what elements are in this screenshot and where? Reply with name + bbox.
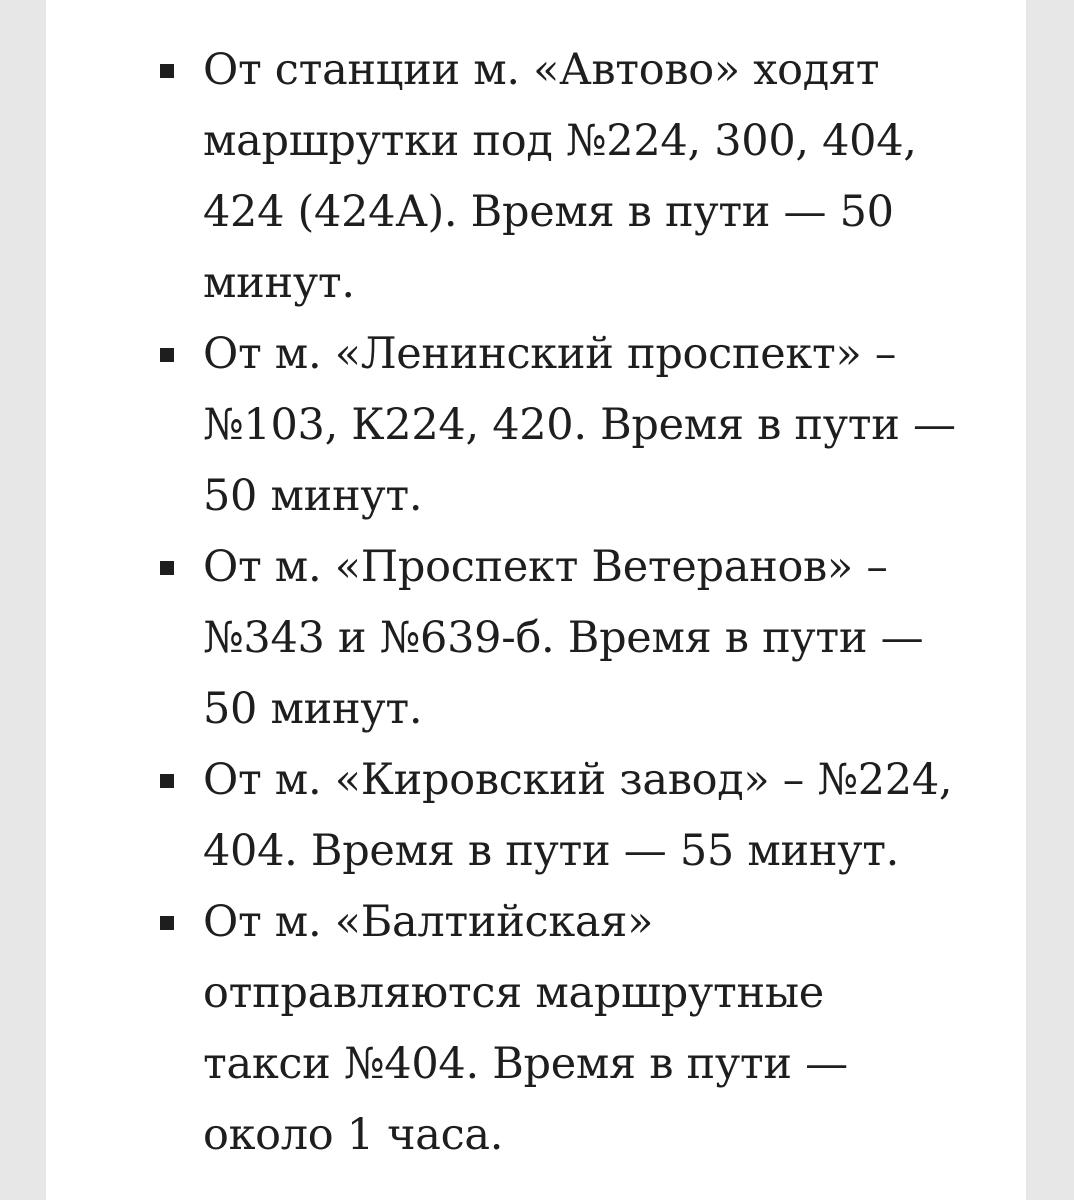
square-bullet-icon [160,561,174,575]
square-bullet-icon [160,916,174,930]
route-item-leninsky [46,319,1026,532]
route-item-veteranov [46,532,1026,745]
square-bullet-icon [160,348,174,362]
square-bullet-icon [160,774,174,788]
route-item-avtovo [46,35,1026,319]
route-text: От м. «Проспект Ветеранов» – №343 и №639-б. Время в пути — 50 минут. [203,542,924,734]
route-item-kirovsky [46,745,1026,887]
route-text: От станции м. «Автово» ходят маршрутки под №224, 300, 404, 424 (424А). Время в пути — 50 минут. [203,45,917,308]
route-list [46,35,1026,1171]
route-item-baltiyskaya [46,887,1026,1171]
article-page [46,0,1026,1200]
right-margin [1026,0,1074,1200]
route-text: От м. «Кировский завод» – №224, 404. Время в пути — 55 минут. [203,755,953,876]
left-margin [0,0,46,1200]
square-bullet-icon [160,64,174,78]
route-text: От м. «Балтийская» отправляются маршрутные такси №404. Время в пути — около 1 часа. [203,897,848,1160]
route-text: От м. «Ленинский проспект» – №103, К224, 420. Время в пути — 50 минут. [203,329,956,521]
